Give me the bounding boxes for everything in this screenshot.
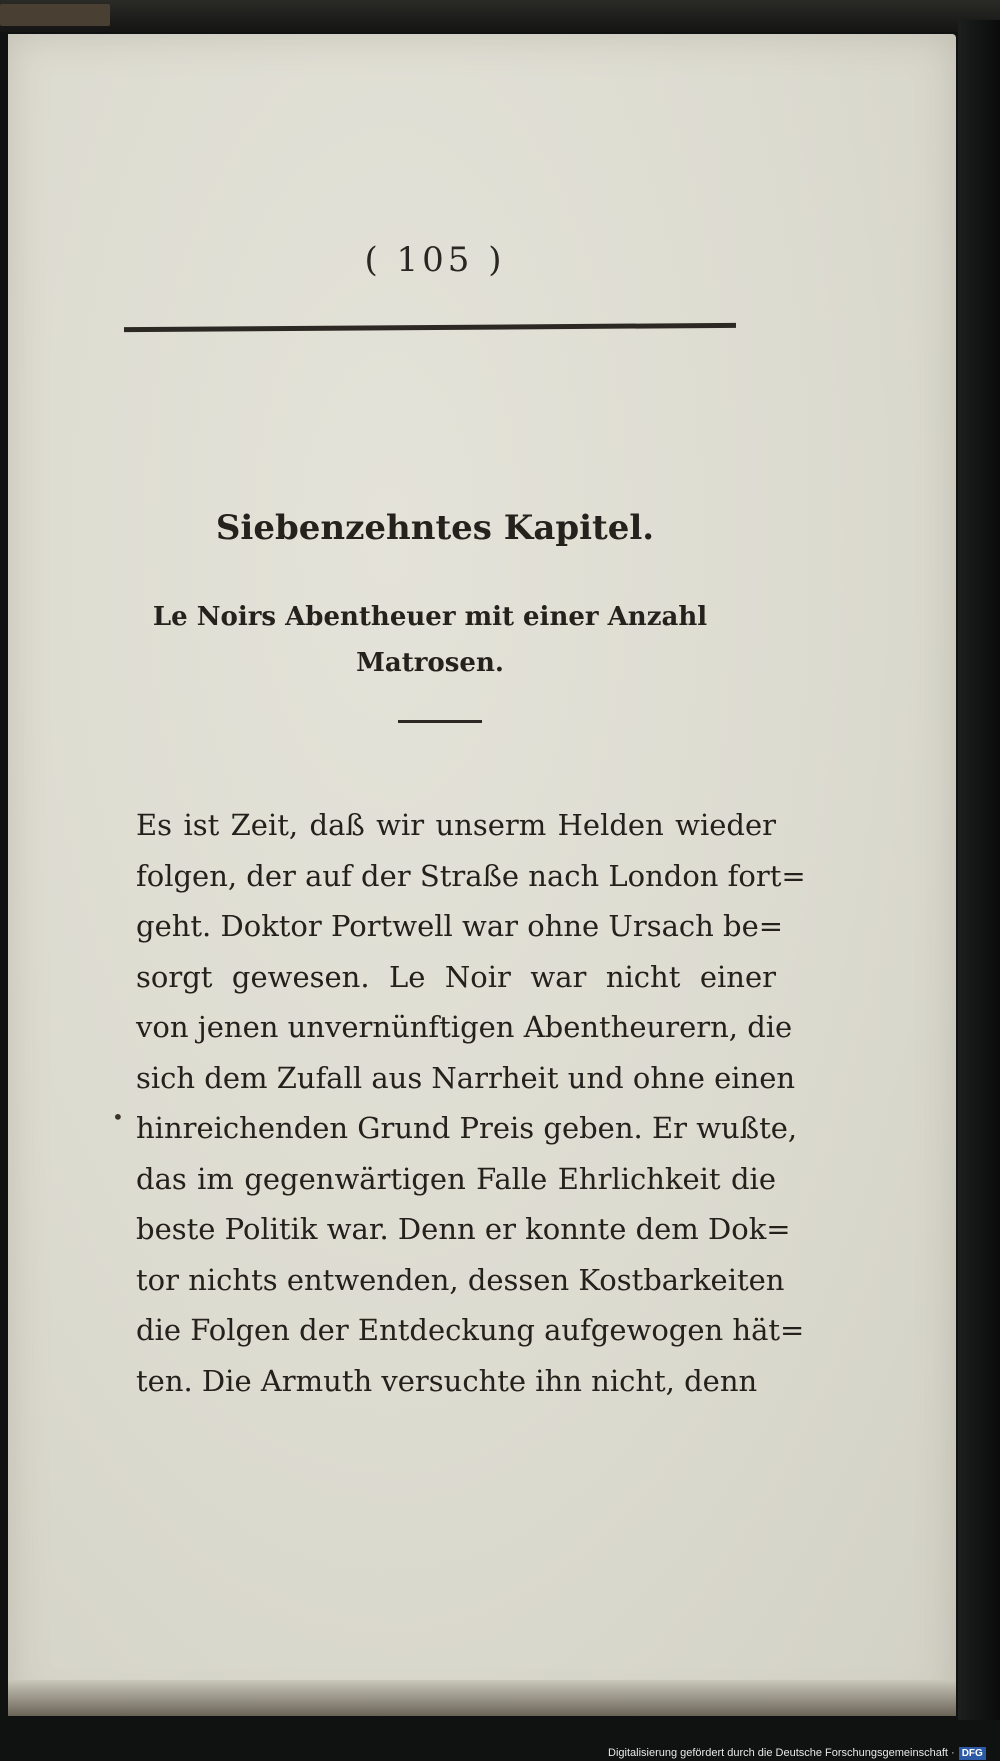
page-number: ( 105 ) bbox=[364, 240, 506, 280]
margin-mark: • bbox=[112, 1105, 124, 1129]
cover-tab bbox=[0, 4, 110, 26]
chapter-title: Siebenzehntes Kapitel. bbox=[215, 508, 655, 548]
text-line: hinreichenden Grund Preis geben. Er wußte, bbox=[136, 1111, 798, 1145]
text-line: Es ist Zeit, daß wir unserm Helden wieder bbox=[136, 808, 776, 842]
text-line: die Folgen der Entdeckung aufgewogen hät= bbox=[136, 1313, 805, 1347]
text-line: ten. Die Armuth versuchte ihn nicht, denn bbox=[136, 1363, 758, 1398]
text-line: das im gegenwärtigen Falle Ehrlichkeit die bbox=[136, 1161, 776, 1196]
dfg-logo: DFG bbox=[959, 1747, 986, 1760]
chapter-subtitle: Le Noirs Abentheuer mit einer Anzahl Matrosen. bbox=[152, 602, 708, 678]
text-line: sich dem Zufall aus Narrheit und ohne einen bbox=[136, 1060, 796, 1095]
text-line: von jenen unvernünftigen Abentheurern, die bbox=[136, 1010, 793, 1044]
text-line: tor nichts entwenden, dessen Kostbarkeiten bbox=[136, 1262, 785, 1297]
text-line: beste Politik war. Denn er konnte dem Dok= bbox=[136, 1212, 791, 1246]
page-bottom-edge bbox=[8, 1680, 956, 1716]
body-text bbox=[136, 800, 806, 1406]
text-line: sorgt gewesen. Le Noir war nicht einer bbox=[136, 959, 776, 994]
digitization-credit bbox=[608, 1746, 1000, 1761]
section-divider bbox=[398, 720, 482, 723]
book-top-edge bbox=[0, 0, 1000, 32]
book-right-edge bbox=[958, 20, 1000, 1720]
credit-text: Digitalisierung gefördert durch die Deutsche Forschungsgemeinschaft · bbox=[608, 1747, 955, 1759]
text-line: geht. Doktor Portwell war ohne Ursach be= bbox=[136, 909, 784, 943]
text-line: folgen, der auf der Straße nach London fort= bbox=[136, 858, 806, 893]
